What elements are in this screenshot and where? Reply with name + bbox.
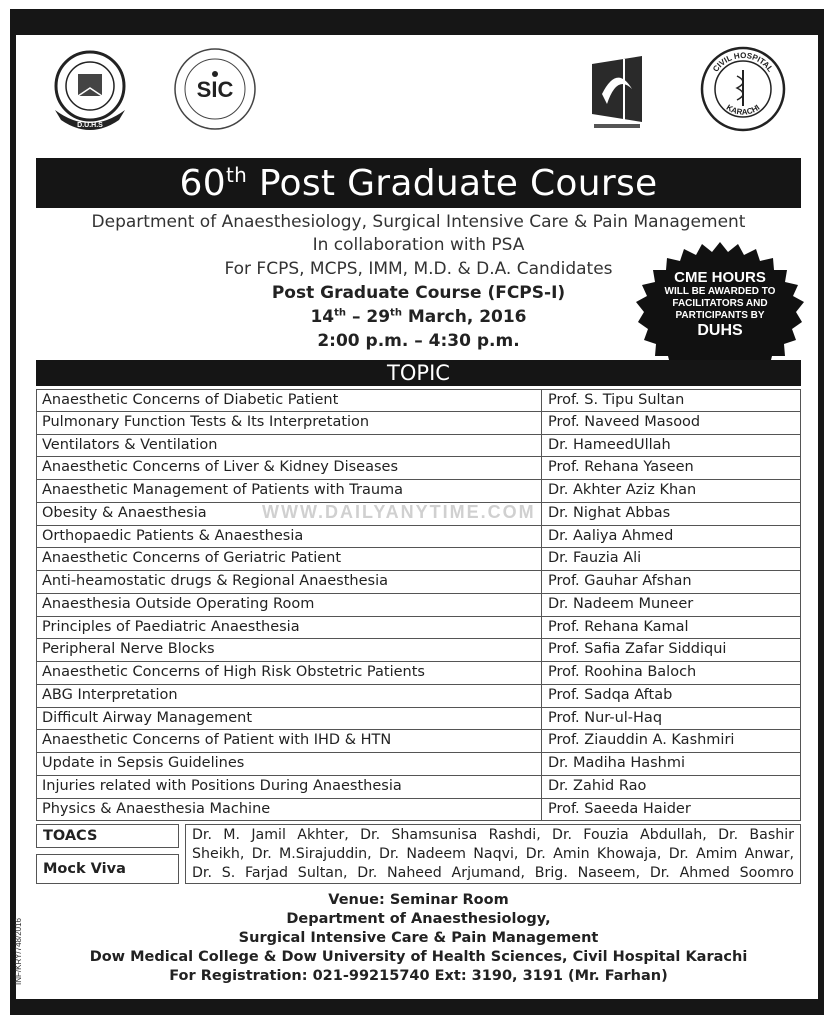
topic-cell: Peripheral Nerve Blocks [37, 639, 542, 661]
topic-cell: ABG Interpretation [37, 685, 542, 707]
topic-cell: Principles of Paediatric Anaesthesia [37, 617, 542, 639]
venue-institution: Dow Medical College & Dow University of Health Sciences, Civil Hospital Karachi [89, 949, 748, 965]
topic-cell: Anaesthetic Concerns of Liver & Kidney Diseases [37, 457, 542, 479]
topic-cell: Injuries related with Positions During Anaesthesia [37, 776, 542, 798]
course-time-line: 2:00 p.m. – 4:30 p.m. [317, 331, 520, 351]
table-row [36, 594, 801, 617]
speaker-cell: Dr. Fauzia Ali [548, 550, 642, 567]
speaker-cell: Dr. Nighat Abbas [548, 504, 671, 521]
table-row [36, 776, 801, 799]
mock-viva-label: Mock Viva [36, 854, 179, 884]
speaker-cell: Dr. Aaliya Ahmed [548, 527, 674, 544]
speaker-cell: Dr. Madiha Hashmi [548, 755, 686, 771]
speaker-cell: Dr. Nadeem Muneer [548, 595, 694, 612]
table-row [36, 526, 801, 549]
course-title-bar [36, 158, 801, 208]
table-row [36, 662, 801, 685]
table-row [36, 708, 801, 731]
speaker-cell: Prof. Rehana Yaseen [548, 459, 694, 476]
assessment-section [36, 824, 801, 884]
sic-logo [170, 44, 260, 134]
topics-table [36, 389, 801, 821]
psa-logo [572, 44, 662, 134]
examiners-line: Dr. M. Jamil Akhter, Dr. Shamsunisa Rashdi, Dr. Fouzia Abdullah, Dr. Bashir [192, 827, 794, 843]
speaker-cell: Prof. Sadqa Aftab [548, 686, 673, 703]
topic-cell: Anaesthetic Concerns of Diabetic Patient [37, 390, 542, 411]
venue-line: Venue: Seminar Room [328, 892, 509, 908]
venue-department-sub: Surgical Intensive Care & Pain Management [238, 930, 599, 946]
speaker-cell: Dr. Zahid Rao [548, 777, 647, 794]
table-row [36, 571, 801, 594]
registration-contact: For Registration: 021-99215740 Ext: 3190, 3191 (Mr. Farhan) [169, 968, 668, 984]
ad-reference-code: INF/KRY/748/2016 [14, 917, 23, 985]
examiners-line: Sheikh, Dr. M.Sirajuddin, Dr. Nadeem Naqvi, Dr. Amin Khowaja, Dr. Amim Anwar, [192, 846, 794, 862]
badge-text: CME HOURS WILL BE AWARDED TO FACILITATORS AND PARTICIPANTS BY DUHS [664, 269, 776, 339]
table-row [36, 412, 801, 435]
table-row [36, 730, 801, 753]
table-row [36, 457, 801, 480]
speaker-cell: Prof. S. Tipu Sultan [548, 392, 685, 408]
bottom-border-bar [10, 999, 824, 1015]
watermark: WWW.DAILYANYTIME.COM [262, 502, 536, 522]
speaker-cell: Prof. Gauhar Afshan [548, 573, 692, 589]
topic-cell: Ventilators & Ventilation [37, 435, 542, 457]
table-row [36, 435, 801, 458]
speaker-cell: Prof. Safia Zafar Siddiqui [548, 641, 727, 658]
topic-cell: Difficult Airway Management [37, 708, 542, 730]
speaker-cell: Prof. Rehana Kamal [548, 618, 689, 635]
table-row [36, 617, 801, 640]
topic-cell: Pulmonary Function Tests & Its Interpretation [37, 412, 542, 434]
toacs-label: TOACS [36, 824, 179, 848]
svg-text:D.U.H.S: D.U.H.S [77, 122, 103, 129]
table-row [36, 639, 801, 662]
topic-cell: Obesity & Anaesthesia [37, 503, 542, 525]
civil-hospital-logo [698, 44, 788, 134]
speaker-cell: Dr. HameedUllah [548, 436, 671, 453]
speaker-cell: Prof. Nur-ul-Haq [548, 709, 663, 726]
topic-cell: Physics & Anaesthesia Machine [37, 799, 542, 821]
topic-cell: Anaesthesia Outside Operating Room [37, 594, 542, 616]
topic-cell: Anaesthetic Concerns of Geriatric Patient [37, 548, 542, 570]
department-line: Department of Anaesthesiology, Surgical Intensive Care & Pain Management [91, 212, 746, 232]
course-name-line: Post Graduate Course (FCPS-I) [271, 283, 566, 303]
duhs-logo [45, 44, 135, 134]
topic-cell: Anti-heamostatic drugs & Regional Anaesthesia [37, 571, 542, 593]
collaboration-line: In collaboration with PSA [312, 235, 525, 255]
svg-text:SIC: SIC [196, 77, 234, 102]
table-row [36, 799, 801, 822]
speaker-cell: Prof. Naveed Masood [548, 413, 701, 430]
topic-cell: Anaesthetic Concerns of Patient with IHD & HTN [37, 730, 542, 752]
left-border-bar [10, 9, 16, 1015]
speaker-cell: Prof. Ziauddin A. Kashmiri [548, 732, 735, 749]
topic-cell: Anaesthetic Management of Patients with Trauma [37, 480, 542, 502]
venue-department: Department of Anaesthesiology, [286, 911, 551, 927]
svg-text:KARACHI: KARACHI [724, 102, 762, 117]
table-row [36, 548, 801, 571]
topic-cell: Anaesthetic Concerns of High Risk Obstetric Patients [37, 662, 542, 684]
course-dates-line: 14th – 29th March, 2016 [310, 307, 527, 327]
topic-cell: Update in Sepsis Guidelines [37, 753, 542, 775]
svg-text:CIVIL HOSPITAL: CIVIL HOSPITAL [711, 50, 775, 74]
table-row [36, 389, 801, 412]
topic-header: TOPIC [36, 360, 801, 386]
speaker-cell: Dr. Akhter Aziz Khan [548, 482, 697, 498]
table-row [36, 753, 801, 776]
table-row [36, 480, 801, 503]
topic-cell: Orthopaedic Patients & Anaesthesia [37, 526, 542, 548]
top-border-bar [10, 9, 824, 35]
candidates-line: For FCPS, MCPS, IMM, M.D. & D.A. Candidates [224, 259, 613, 279]
right-border-bar [818, 9, 824, 1015]
cme-hours-badge [636, 240, 804, 372]
speaker-cell: Prof. Saeeda Haider [548, 800, 691, 817]
speaker-cell: Prof. Roohina Baloch [548, 664, 697, 680]
examiners-list [185, 824, 801, 884]
examiners-line: Dr. S. Farjad Sultan, Dr. Naheed Arjumand, Brig. Naseem, Dr. Ahmed Soomro [192, 865, 794, 881]
course-title: 60th Post Graduate Course [179, 162, 658, 204]
table-row [36, 685, 801, 708]
